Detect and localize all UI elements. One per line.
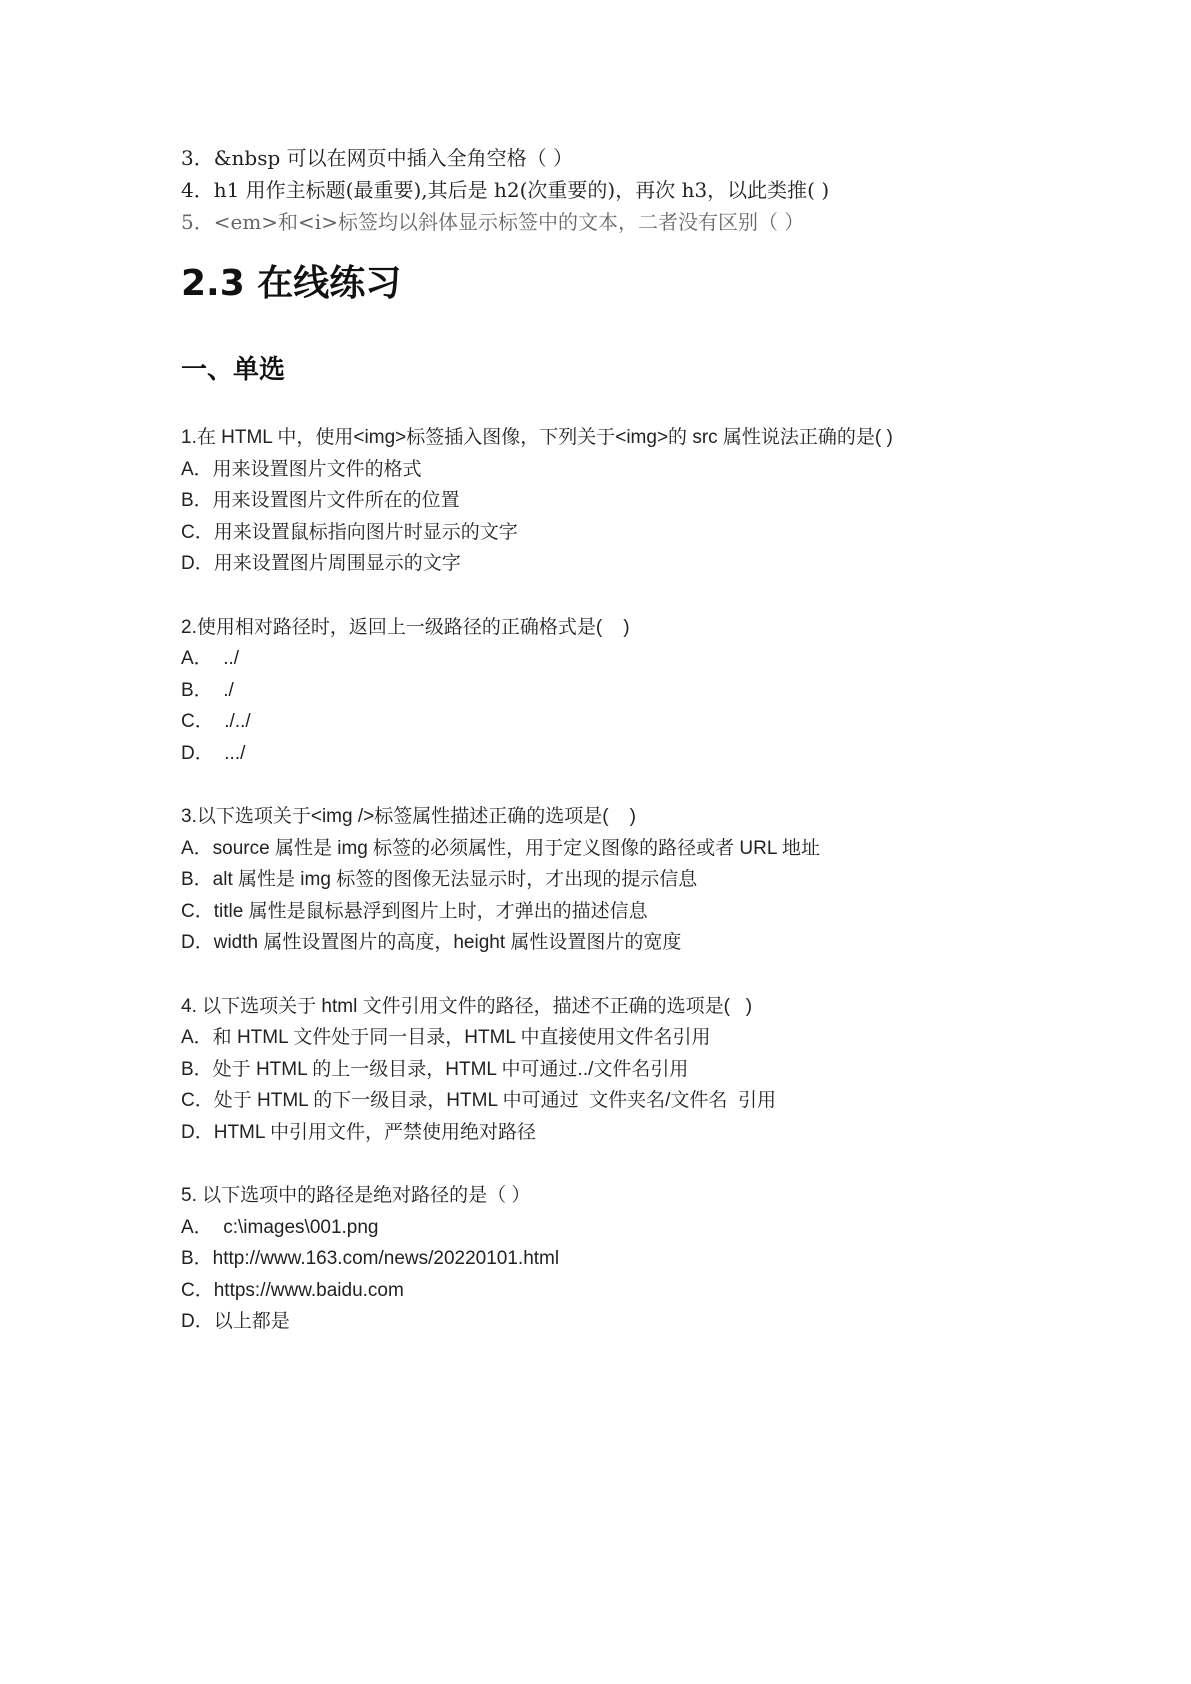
option-b: B． ./ bbox=[181, 679, 234, 701]
option-b: B．用来设置图片文件所在的位置 bbox=[181, 490, 460, 511]
subsection-title: 一、单选 bbox=[181, 355, 286, 385]
question-stem: 4. 以下选项关于 html 文件引用文件的路径，描述不正确的选项是( ) bbox=[181, 995, 753, 1017]
option-d: D． .../ bbox=[181, 742, 246, 764]
question-stem: 5. 以下选项中的路径是绝对路径的是（ ） bbox=[181, 1185, 531, 1206]
document-page bbox=[181, 142, 1081, 1338]
question-5 bbox=[181, 1180, 1081, 1338]
option-a: A．用来设置图片文件的格式 bbox=[181, 458, 422, 480]
option-b: B．alt 属性是 img 标签的图像无法显示时，才出现的提示信息 bbox=[181, 869, 698, 890]
question-1 bbox=[181, 422, 1081, 580]
question-3 bbox=[181, 801, 1081, 959]
option-a: A． ../ bbox=[181, 648, 240, 669]
question-stem: 2.使用相对路径时，返回上一级路径的正确格式是( ) bbox=[181, 616, 630, 638]
option-c: C． ./../ bbox=[181, 711, 251, 732]
option-d: D．HTML 中引用文件，严禁使用绝对路径 bbox=[181, 1121, 537, 1143]
option-b: B．http://www.163.com/news/20220101.html bbox=[181, 1248, 560, 1269]
true-false-list bbox=[181, 142, 1081, 238]
option-a: A． c:\images\001.png bbox=[181, 1216, 379, 1238]
option-d: D．width 属性设置图片的高度，height 属性设置图片的宽度 bbox=[181, 932, 682, 953]
tf-item: 5．<em>和<i>标签均以斜体显示标签中的文本，二者没有区别（ ） bbox=[181, 210, 805, 234]
question-stem: 3.以下选项关于<img />标签属性描述正确的选项是( ) bbox=[181, 806, 636, 827]
option-c: C．title 属性是鼠标悬浮到图片上时，才弹出的描述信息 bbox=[181, 900, 648, 922]
option-c: C．https://www.baidu.com bbox=[181, 1279, 404, 1301]
section-title: 2.3 在线练习 bbox=[181, 263, 402, 304]
tf-item: 4．h1 用作主标题(最重要),其后是 h2(次重要的)，再次 h3，以此类推( ) bbox=[181, 178, 830, 202]
tf-item: 3．&nbsp 可以在网页中插入全角空格（ ） bbox=[181, 146, 573, 170]
option-b: B．处于 HTML 的上一级目录，HTML 中可通过../文件名引用 bbox=[181, 1058, 689, 1080]
option-c: C．处于 HTML 的下一级目录，HTML 中可通过 文件夹名/文件名 引用 bbox=[181, 1090, 776, 1111]
option-d: D．用来设置图片周围显示的文字 bbox=[181, 553, 461, 574]
question-stem: 1.在 HTML 中，使用<img>标签插入图像，下列关于<img>的 src 属性说法正确的是( ) bbox=[181, 427, 893, 448]
question-2 bbox=[181, 612, 1081, 770]
option-a: A．和 HTML 文件处于同一目录，HTML 中直接使用文件名引用 bbox=[181, 1027, 711, 1048]
question-4 bbox=[181, 991, 1081, 1149]
option-d: D．以上都是 bbox=[181, 1311, 290, 1332]
option-c: C．用来设置鼠标指向图片时显示的文字 bbox=[181, 521, 518, 543]
option-a: A．source 属性是 img 标签的必须属性，用于定义图像的路径或者 URL 地址 bbox=[181, 837, 821, 859]
